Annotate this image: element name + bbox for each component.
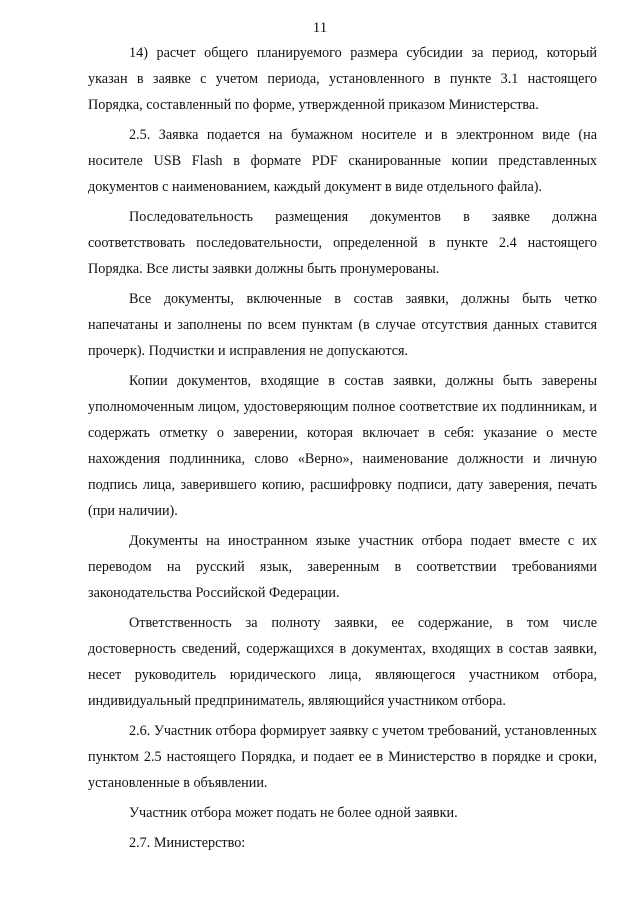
paragraph-document-printing: Все документы, включенные в состав заявки, должны быть четко напечатаны и заполнены по всем пунктам (в случае отсутствия данных ставится прочерк). Подчистки и исправления не допускаются. bbox=[88, 291, 597, 359]
paragraph-foreign-language: Документы на иностранном языке участник отбора подает вместе с их переводом на русский язык, заверенным в соответствии требованиями законодательства Российской Федерации. bbox=[88, 533, 597, 601]
document-body bbox=[88, 40, 597, 856]
paragraph-2-6: 2.6. Участник отбора формирует заявку с учетом требований, установленных пунктом 2.5 настоящего Порядка, и подает ее в Министерство в порядке и сроки, установленные в объявлении. bbox=[88, 723, 597, 791]
paragraph-2-7: 2.7. Министерство: bbox=[129, 835, 246, 851]
paragraph-responsibility: Ответственность за полноту заявки, ее содержание, в том числе достоверность сведений, содержащихся в документах, входящих в состав заявки, несет руководитель юридического лица, являющегося участником отбора, индивидуальный предприниматель, являющийся участником отбора. bbox=[88, 615, 597, 709]
paragraph-copies-certification: Копии документов, входящие в состав заявки, должны быть заверены уполномоченным лицом, удостоверяющим полное соответствие их подлинникам, и содержать отметку о заверении, которая включает в себя: указание о месте нахождения подлинника, слово «Верно», наименование должности и личную подпись лица, заверившего копию, расшифровку подписи, дату заверения, печать (при наличии). bbox=[88, 373, 597, 519]
paragraph-single-application: Участник отбора может подать не более одной заявки. bbox=[129, 805, 458, 821]
page-number: 11 bbox=[312, 20, 328, 36]
paragraph-document-order: Последовательность размещения документов в заявке должна соответствовать последовательности, определенной в пункте 2.4 настоящего Порядка. Все листы заявки должны быть пронумерованы. bbox=[88, 209, 597, 277]
paragraph-2-5: 2.5. Заявка подается на бумажном носителе и в электронном виде (на носителе USB Flash в формате PDF сканированные копии представленных документов с наименованием, каждый документ в виде отдельного файла). bbox=[88, 127, 597, 195]
paragraph-item-14: 14) расчет общего планируемого размера субсидии за период, который указан в заявке с учетом периода, установленного в пункте 3.1 настоящего Порядка, составленный по форме, утвержденной приказом Министерства. bbox=[88, 45, 597, 113]
